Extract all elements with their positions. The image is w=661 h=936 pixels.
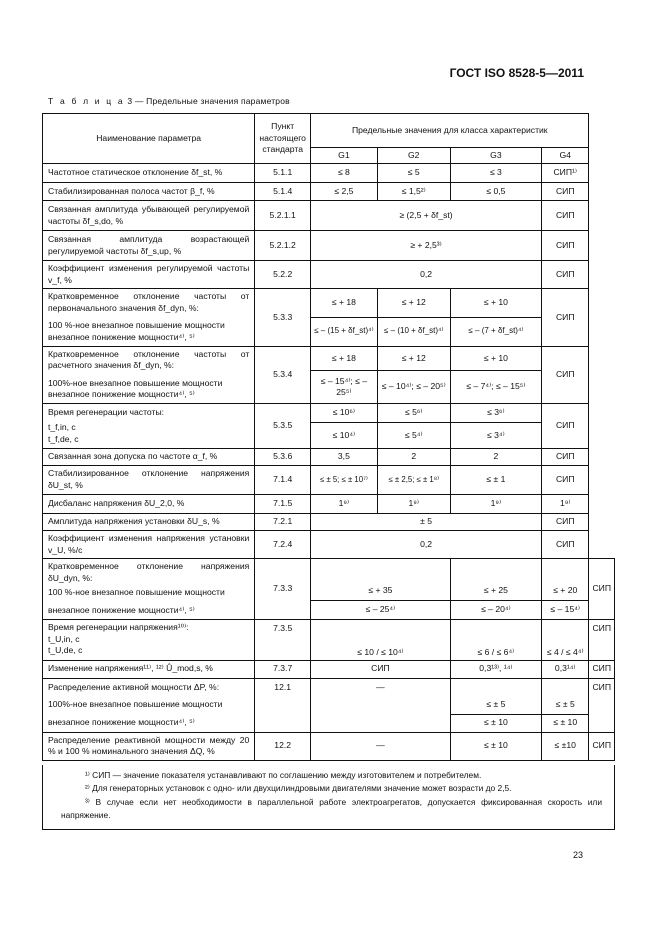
row-clause: 7.3.7: [255, 660, 311, 678]
class-g3: G3: [450, 148, 541, 164]
cell-g2-up: ≤ + 12: [377, 346, 450, 371]
table-row: [43, 164, 615, 183]
row-name-line2: 100 %-ное внезапное повышение мощности: [48, 587, 225, 598]
row-name-line3: внезапное понижение мощности⁴⁾, ⁵⁾: [48, 716, 195, 727]
table-row: [43, 465, 615, 494]
col-header-param: Наименование параметра: [43, 114, 255, 164]
cell-g1: ≤ ± 5; ≤ ± 10⁷⁾: [311, 465, 378, 494]
cell-g1: —: [311, 678, 451, 732]
row-name-line1: Кратковременное отклонение частоты от расчетного значения δf_dyn, %:: [48, 348, 250, 371]
col-header-limits: Предельные значения для класса характеристик: [311, 114, 589, 148]
cell-g4: СИП: [542, 530, 589, 558]
cell-g4: СИП: [589, 678, 615, 732]
row-clause: 5.2.2: [255, 261, 311, 289]
row-clause: 5.3.4: [255, 346, 311, 403]
cell-g4: 1⁹⁾: [542, 494, 589, 513]
cell-g2-up: ≤ ± 5: [450, 678, 541, 714]
row-clause: 5.3.5: [255, 403, 311, 448]
cell-g2-down: ≤ – 20⁴⁾: [450, 600, 541, 619]
cell-g1: 3,5: [311, 448, 378, 465]
row-clause: 7.1.5: [255, 494, 311, 513]
table-row: [43, 494, 615, 513]
cell-g2: 0,3¹³⁾, ¹⁴⁾: [450, 660, 541, 678]
cell-g3-down: ≤ 3⁴⁾: [450, 422, 541, 448]
row-name: Амплитуда напряжения установки δU_s, %: [43, 513, 255, 530]
cell-merged: ≥ (2,5 + δf_st): [311, 201, 542, 231]
row-name: Изменение напряжения¹¹⁾, ¹²⁾ Û_mod,s, %: [43, 660, 255, 678]
table-row: [43, 513, 615, 530]
table-row: [43, 732, 615, 760]
row-name-line3: внезапное понижение мощности⁴⁾, ⁵⁾: [48, 389, 195, 400]
row-name-line1: Время регенерации напряжения¹⁰⁾:: [48, 622, 189, 633]
cell-g2: 1⁹⁾: [377, 494, 450, 513]
cell-g3-down: ≤ – (7 + δf_st)⁴⁾: [450, 317, 541, 346]
row-clause: 7.3.5: [255, 619, 311, 660]
row-clause: 12.2: [255, 732, 311, 760]
row-name: Распределение реактивной мощности между 20 % и 100 % номинального значения ΔQ, %: [43, 732, 255, 760]
row-name-line2: 100 %-ное внезапное повышение мощности: [48, 320, 225, 331]
cell-g2: ≤ ± 2,5; ≤ ± 1⁸⁾: [377, 465, 450, 494]
cell-g3: 0,3¹⁴⁾: [542, 660, 589, 678]
cell-g1-down: ≤ 10⁴⁾: [311, 422, 378, 448]
row-name-line2: t_f,in, с: [48, 422, 76, 433]
cell-g4: СИП: [542, 289, 589, 346]
row-name: Связанная амплитуда убывающей регулируемой частоты δf_s,do, %: [43, 201, 255, 231]
caption-prefix: Т а б л и ц а: [48, 96, 125, 106]
cell-g3: ≤ ±10: [542, 732, 589, 760]
cell-g1-up: ≤ + 18: [311, 289, 378, 318]
cell-g4: СИП: [589, 559, 615, 619]
cell-g2-down: ≤ – (10 + δf_st)⁴⁾: [377, 317, 450, 346]
cell-g4: СИП: [542, 346, 589, 403]
row-clause: 7.3.3: [255, 559, 311, 619]
row-name: [43, 403, 255, 448]
cell-g2-up: ≤ 5⁶⁾: [377, 403, 450, 422]
page-number: 23: [572, 850, 583, 860]
document-header: ГОСТ ISO 8528-5—2011: [449, 66, 584, 80]
cell-merged: 0,2: [311, 530, 542, 558]
row-name-line2: t_U,in, с: [48, 633, 80, 644]
caption-text: 3 — Предельные значения параметров: [124, 96, 290, 106]
table-row: [43, 448, 615, 465]
cell-g3-down: ≤ ± 10: [542, 714, 589, 732]
cell-g4: СИП¹⁾: [542, 164, 589, 183]
row-clause: 5.1.4: [255, 183, 311, 201]
row-name-line3: внезапное понижение мощности⁴⁾, ⁵⁾: [48, 604, 195, 615]
class-g4: G4: [542, 148, 589, 164]
cell-g1-up: ≤ + 18: [311, 346, 378, 371]
cell-g2: ≤ 6 / ≤ 6⁴⁾: [450, 619, 541, 660]
cell-g3: 2: [450, 448, 541, 465]
cell-g4: СИП: [542, 201, 589, 231]
cell-g4: СИП: [542, 183, 589, 201]
cell-g4: СИП: [589, 660, 615, 678]
row-name: [43, 678, 255, 732]
cell-g4: СИП: [542, 448, 589, 465]
cell-g3-up: ≤ ± 5: [542, 678, 589, 714]
table-row: [43, 530, 615, 558]
cell-g2-down: ≤ 5⁴⁾: [377, 422, 450, 448]
cell-g1: СИП: [311, 660, 451, 678]
table-row: [43, 403, 615, 422]
row-name-line2: 100%-ное внезапное повышение мощности: [48, 377, 223, 388]
row-clause: 12.1: [255, 678, 311, 732]
cell-g2: ≤ 5: [377, 164, 450, 183]
cell-g1: ≤ 8: [311, 164, 378, 183]
footnote-1: ¹⁾ СИП — значение показателя устанавливают по соглашению между изготовителем и потребителем.: [85, 770, 482, 780]
row-clause: 5.3.6: [255, 448, 311, 465]
cell-g3: ≤ 3: [450, 164, 541, 183]
cell-g3-up: ≤ + 10: [450, 346, 541, 371]
table-row: [43, 346, 615, 371]
cell-g3: ≤ 4 / ≤ 4⁴⁾: [542, 619, 589, 660]
row-name: Связанная зона допуска по частоте α_f, %: [43, 448, 255, 465]
row-name-line3: t_f,de, с: [48, 433, 79, 444]
row-name: Дисбаланс напряжения δU_2,0, %: [43, 494, 255, 513]
row-name-line1: Кратковременное отклонение частоты от первоначального значения δf_dyn, %:: [48, 291, 250, 313]
cell-g4: СИП: [542, 403, 589, 448]
cell-g3-up: ≤ + 10: [450, 289, 541, 318]
cell-g3-down: ≤ – 7⁴⁾; ≤ – 15⁵⁾: [450, 371, 541, 403]
footnotes: [42, 765, 615, 830]
cell-g2: 2: [377, 448, 450, 465]
row-name-line3: t_U,de, с: [48, 645, 83, 656]
cell-g2: ≤ ± 10: [450, 732, 541, 760]
row-name: Стабилизированное отклонение напряжения δU_st, %: [43, 465, 255, 494]
cell-g1-down: ≤ – (15 + δf_st)⁴⁾: [311, 317, 378, 346]
row-name: [43, 619, 255, 660]
cell-g1-down: ≤ – 25⁴⁾: [311, 600, 451, 619]
cell-g4: СИП: [542, 231, 589, 261]
row-name: Коэффициент изменения напряжения установки v_U, %/с: [43, 530, 255, 558]
cell-g4: СИП: [589, 732, 615, 760]
cell-g1: ≤ 2,5: [311, 183, 378, 201]
class-g1: G1: [311, 148, 378, 164]
cell-merged: 0,2: [311, 261, 542, 289]
cell-g3-down: ≤ – 15⁴⁾: [542, 600, 589, 619]
row-clause: 5.2.1.2: [255, 231, 311, 261]
table-row: [43, 261, 615, 289]
cell-g2-up: ≤ + 12: [377, 289, 450, 318]
table-row: [43, 678, 615, 714]
row-name: [43, 289, 255, 346]
footnote-3: ³⁾ В случае если нет необходимости в параллельной работе электроагрегатов, допускается фиксированная скорость или напряжение.: [61, 796, 602, 821]
cell-g3-up: ≤ + 20: [542, 559, 589, 601]
row-name-line1: Время регенерации частоты:: [48, 406, 165, 417]
cell-g2-down: ≤ ± 10: [450, 714, 541, 732]
row-name-line2: 100%-ное внезапное повышение мощности: [48, 699, 223, 710]
table-row: [43, 619, 615, 660]
col-header-clause: Пункт настоящего стандарта: [255, 114, 311, 164]
table-row: [43, 231, 615, 261]
row-clause: 5.3.3: [255, 289, 311, 346]
row-clause: 7.2.4: [255, 530, 311, 558]
table-row: [43, 660, 615, 678]
cell-g4: СИП: [542, 465, 589, 494]
cell-merged: ± 5: [311, 513, 542, 530]
row-name-line3: внезапное понижение мощности⁴⁾, ⁵⁾: [48, 331, 195, 342]
cell-g4: СИП: [542, 261, 589, 289]
cell-g1: 1⁹⁾: [311, 494, 378, 513]
row-clause: 5.1.1: [255, 164, 311, 183]
cell-g4: СИП: [542, 513, 589, 530]
cell-g1: ≤ 10 / ≤ 10⁴⁾: [311, 619, 451, 660]
row-clause: 7.1.4: [255, 465, 311, 494]
cell-g1: —: [311, 732, 451, 760]
cell-g1-up: ≤ 10⁶⁾: [311, 403, 378, 422]
row-name: Связанная амплитуда возрастающей регулируемой частоты δf_s,up, %: [43, 231, 255, 261]
cell-g1-down: ≤ – 15⁴⁾; ≤ – 25⁵⁾: [311, 371, 378, 403]
row-name-line1: Распределение активной мощности ΔP, %:: [48, 681, 220, 692]
class-g2: G2: [377, 148, 450, 164]
table-row: [43, 183, 615, 201]
row-name: [43, 346, 255, 403]
cell-g3: ≤ ± 1: [450, 465, 541, 494]
cell-g2-down: ≤ – 10⁴⁾; ≤ – 20⁵⁾: [377, 371, 450, 403]
limits-table: [42, 113, 615, 761]
cell-g3-up: ≤ 3⁶⁾: [450, 403, 541, 422]
cell-g3: 1⁹⁾: [450, 494, 541, 513]
cell-g2: ≤ 1,5²⁾: [377, 183, 450, 201]
row-name: Частотное статическое отклонение δf_st, %: [43, 164, 255, 183]
cell-g2-up: ≤ + 25: [450, 559, 541, 601]
table-caption: [48, 96, 290, 106]
row-name: [43, 559, 255, 619]
cell-g4: СИП: [589, 619, 615, 660]
cell-g3: ≤ 0,5: [450, 183, 541, 201]
row-clause: 5.2.1.1: [255, 201, 311, 231]
row-clause: 7.2.1: [255, 513, 311, 530]
table-row: [43, 559, 615, 601]
row-name-line1: Кратковременное отклонение напряжения δU_dyn, %:: [48, 561, 250, 583]
row-name: Стабилизированная полоса частот β_f, %: [43, 183, 255, 201]
footnote-2: ²⁾ Для генераторных установок с одно- или двухцилиндровыми двигателями значение может возрасти до 2,5.: [85, 783, 512, 794]
cell-merged: ≥ + 2,5³⁾: [311, 231, 542, 261]
cell-g1-up: ≤ + 35: [311, 559, 451, 601]
row-name: Коэффициент изменения регулируемой частоты v_f, %: [43, 261, 255, 289]
table-row: [43, 289, 615, 318]
table-row: [43, 201, 615, 231]
